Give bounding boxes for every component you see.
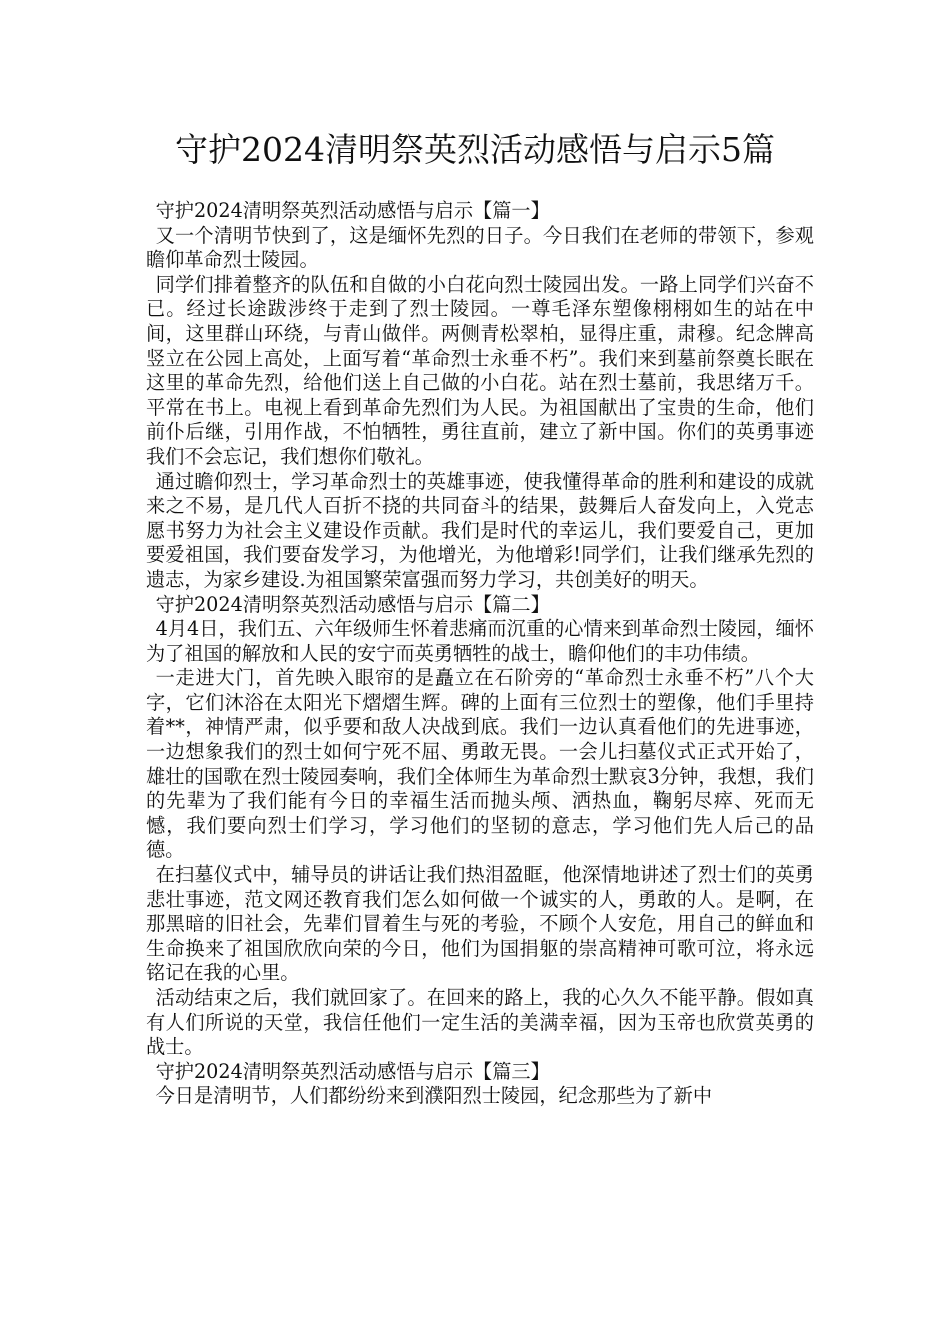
section-heading: 守护2024清明祭英烈活动感悟与启示【篇三】 — [155, 1059, 550, 1083]
body-paragraph: 又一个清明节快到了，这是缅怀先烈的日子。今日我们在老师的带领下，参观瞻仰革命烈士陵园。 — [146, 223, 814, 272]
body-paragraph: 4月4日，我们五、六年级师生怀着悲痛而沉重的心情来到革命烈士陵园，缅怀为了祖国的解放和人民的安宁而英勇牺牲的战士，瞻仰他们的丰功伟绩。 — [146, 617, 814, 665]
body-paragraph: 今日是清明节，人们都纷纷来到濮阳烈士陵园，纪念那些为了新中 — [155, 1084, 713, 1108]
body-paragraph: 通过瞻仰烈士，学习革命烈士的英雄事迹，使我懂得革命的胜利和建设的成就来之不易，是几代人百折不挠的共同奋斗的结果，鼓舞后人奋发向上，入党志愿书努力为社会主义建设作贡献。我们是时代的幸运儿，我们要爱自己，更加要爱祖国，我们要奋发学习，为他增光，为他增彩!同学们，让我们继承先烈的遗志，为家乡建设.为祖国繁荣富强而努力学习，共创美好的明天。 — [146, 469, 814, 591]
body-paragraph: 活动结束之后，我们就回家了。在回来的路上，我的心久久不能平静。假如真有人们所说的天堂，我信任他们一定生活的美满幸福，因为玉帝也欣赏英勇的战士。 — [146, 986, 814, 1059]
body-paragraph: 一走进大门，首先映入眼帘的是矗立在石阶旁的“革命烈士永垂不朽”八个大字，它们沐浴在太阳光下熠熠生辉。碑的上面有三位烈士的塑像，他们手里持着**，神情严肃，似乎要和敌人决战到底。我们一边认真看他们的先进事迹，一边想象我们的烈士如何宁死不屈、勇敢无畏。一会儿扫墓仪式正式开始了，雄壮的国歌在烈士陵园奏响，我们全体师生为革命烈士默哀3分钟，我想，我们的先辈为了我们能有今日的幸福生活而抛头颅、洒热血，鞠躬尽瘁、死而无憾，我们要向烈士们学习，学习他们的坚韧的意志，学习他们先人后己的品德。 — [146, 666, 814, 862]
section-heading: 守护2024清明祭英烈活动感悟与启示【篇二】 — [155, 592, 550, 616]
document-body — [146, 199, 814, 1109]
body-paragraph: 在扫墓仪式中，辅导员的讲话让我们热泪盈眶，他深情地讲述了烈士们的英勇悲壮事迹，范文网还教育我们怎么如何做一个诚实的人，勇敢的人。是啊，在那黑暗的旧社会，先辈们冒着生与死的考验，不顾个人安危，用自己的鲜血和生命换来了祖国欣欣向荣的今日，他们为国捐躯的崇高精神可歌可泣，将永远铭记在我的心里。 — [146, 863, 814, 985]
section-heading: 守护2024清明祭英烈活动感悟与启示【篇一】 — [155, 199, 550, 222]
body-paragraph: 同学们排着整齐的队伍和自做的小白花向烈士陵园出发。一路上同学们兴奋不已。经过长途跋涉终于走到了烈士陵园。一尊毛泽东塑像栩栩如生的站在中间，这里群山环绕，与青山做伴。两侧青松翠柏，显得庄重，肃穆。纪念牌高竖立在公园上高处，上面写着“革命烈士永垂不朽”。我们来到墓前祭奠长眠在这里的革命先烈，给他们送上自己做的小白花。站在烈士墓前，我思绪万千。平常在书上。电视上看到革命先烈们为人民。为祖国献出了宝贵的生命，他们前仆后继，引用作战，不怕牺牲，勇往直前，建立了新中国。你们的英勇事迹我们不会忘记，我们想你们敬礼。 — [146, 272, 814, 468]
document-title: 守护2024清明祭英烈活动感悟与启示5篇 — [175, 130, 775, 169]
